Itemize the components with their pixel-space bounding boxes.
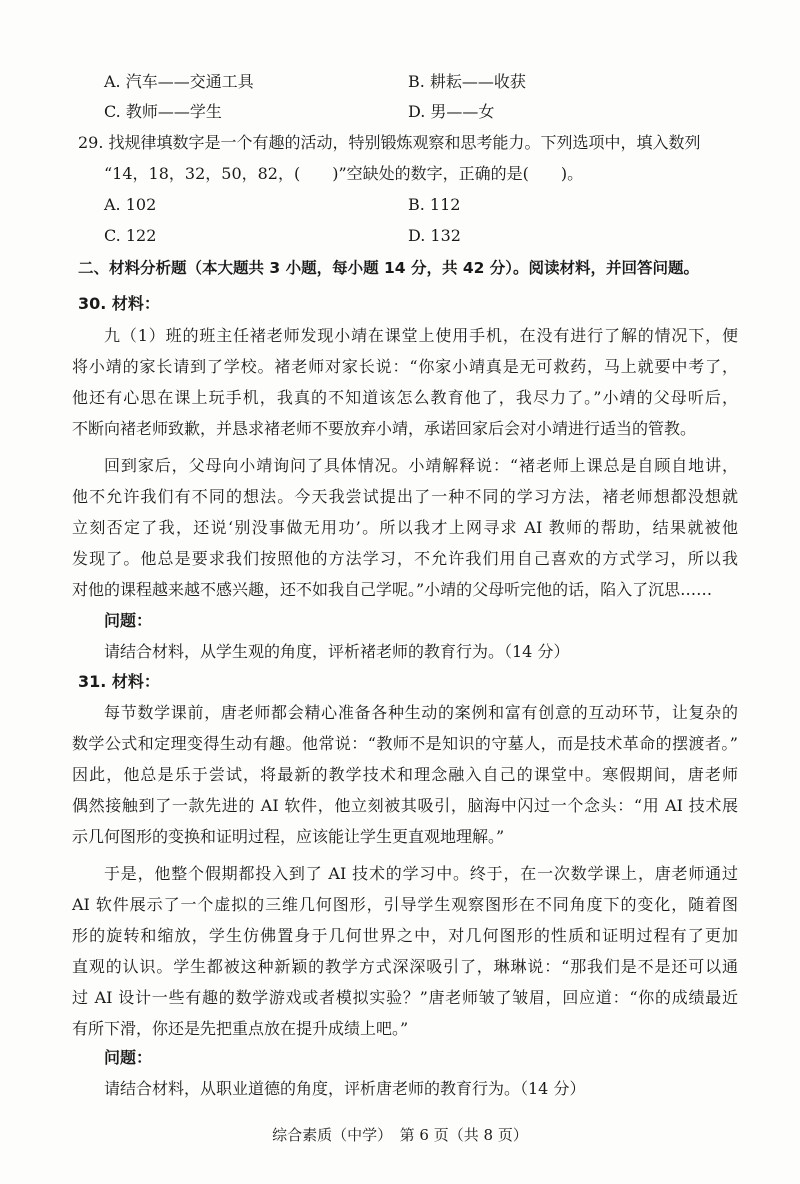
q31-p2-line2: AI 软件展示了一个虚拟的三维几何图形，引导学生观察图形在不同角度下的变化，随着图 — [72, 895, 738, 914]
q30-p2-line4: 发现了。他总是要求我们按照他的方法学习，不允许我们用自己喜欢的方式学习，所以我 — [72, 549, 738, 568]
q31-p2-line1: 于是，他整个假期都投入到了 AI 技术的学习中。终于，在一次数学课上，唐老师通过 — [104, 864, 738, 883]
q31-label: 31. 材料： — [78, 672, 160, 691]
q29-option-d: D. 132 — [408, 226, 461, 245]
q28-option-d: D. 男——女 — [408, 102, 495, 121]
q28-option-b: B. 耕耘——收获 — [408, 72, 526, 91]
q31-p2-line3: 形的旋转和缩放，学生仿佛置身于几何世界之中，对几何图形的性质和证明过程有了更加 — [72, 926, 738, 945]
q30-p1-line1: 九（1）班的班主任褚老师发现小靖在课堂上使用手机，在没有进行了解的情况下，便 — [104, 326, 738, 345]
q31-p2-line5: 过 AI 设计一些有趣的数学游戏或者模拟实验？”唐老师皱了皱眉，回应道：“你的成绩最近 — [72, 988, 738, 1007]
q31-question-label: 问题： — [104, 1048, 153, 1067]
q28-option-a: A. 汽车——交通工具 — [104, 72, 254, 91]
q29-option-b: B. 112 — [408, 195, 461, 214]
q31-p2-line6: 有所下滑，你还是先把重点放在提升成绩上吧。” — [72, 1019, 409, 1038]
q29-option-a: A. 102 — [104, 195, 157, 214]
q31-question: 请结合材料，从职业道德的角度，评析唐老师的教育行为。（14 分） — [104, 1079, 586, 1098]
q30-label: 30. 材料： — [78, 294, 160, 313]
q30-p2-line5: 对他的课程越来越不感兴趣，还不如我自己学呢。”小靖的父母听完他的话，陷入了沉思…… — [72, 580, 713, 599]
q30-question: 请结合材料，从学生观的角度，评析褚老师的教育行为。（14 分） — [104, 642, 570, 661]
q29-stem-line1: 29. 找规律填数字是一个有趣的活动，特别锻炼观察和思考能力。下列选项中，填入数列 — [78, 133, 701, 152]
q30-p2-line3: 立刻否定了我，还说‘别没事做无用功’。所以我才上网寻求 AI 教师的帮助，结果就被他 — [72, 518, 738, 537]
q31-p2-line4: 直观的认识。学生都被这种新颖的教学方式深深吸引了，琳琳说：“那我们是不是还可以通 — [72, 957, 738, 976]
q30-p1-line4: 不断向褚老师致歉，并恳求褚老师不要放弃小靖，承诺回家后会对小靖进行适当的管教。 — [72, 419, 697, 438]
q30-p1-line2: 将小靖的家长请到了学校。褚老师对家长说：“你家小靖真是无可救药，马上就要中考了， — [72, 357, 738, 376]
q30-p2-line2: 他不允许我们有不同的想法。今天我尝试提出了一种不同的学习方法，褚老师想都没想就 — [72, 487, 738, 506]
page-footer: 综合素质（中学） 第 6 页（共 8 页） — [272, 1126, 528, 1144]
q29-option-c: C. 122 — [104, 226, 157, 245]
q30-p1-line3: 他还有心思在课上玩手机，我真的不知道该怎么教育他了，我尽力了。”小靖的父母听后， — [72, 388, 738, 407]
q31-p1-line2: 数学公式和定理变得生动有趣。他常说：“教师不是知识的守墓人，而是技术革命的摆渡者。” — [72, 734, 738, 753]
section-heading: 二、材料分析题（本大题共 3 小题，每小题 14 分，共 42 分）。阅读材料，并回答问题。 — [78, 259, 700, 277]
q30-p2-line1: 回到家后，父母向小靖询问了具体情况。小靖解释说：“褚老师上课总是自顾自地讲， — [104, 456, 738, 475]
q31-p1-line5: 示几何图形的变换和证明过程，应该能让学生更直观地理解。” — [72, 827, 505, 846]
q31-p1-line4: 偶然接触到了一款先进的 AI 软件，他立刻被其吸引，脑海中闪过一个念头：“用 AI 技术展 — [72, 796, 738, 815]
q29-stem-line2: “14，18，32，50，82，( )”空缺处的数字，正确的是( )。 — [104, 164, 584, 183]
q30-question-label: 问题： — [104, 611, 153, 630]
q28-option-c: C. 教师——学生 — [104, 102, 222, 121]
q31-p1-line3: 因此，他总是乐于尝试，将最新的教学技术和理念融入自己的课堂中。寒假期间，唐老师 — [72, 765, 738, 784]
q31-p1-line1: 每节数学课前，唐老师都会精心准备各种生动的案例和富有创意的互动环节，让复杂的 — [104, 703, 738, 722]
